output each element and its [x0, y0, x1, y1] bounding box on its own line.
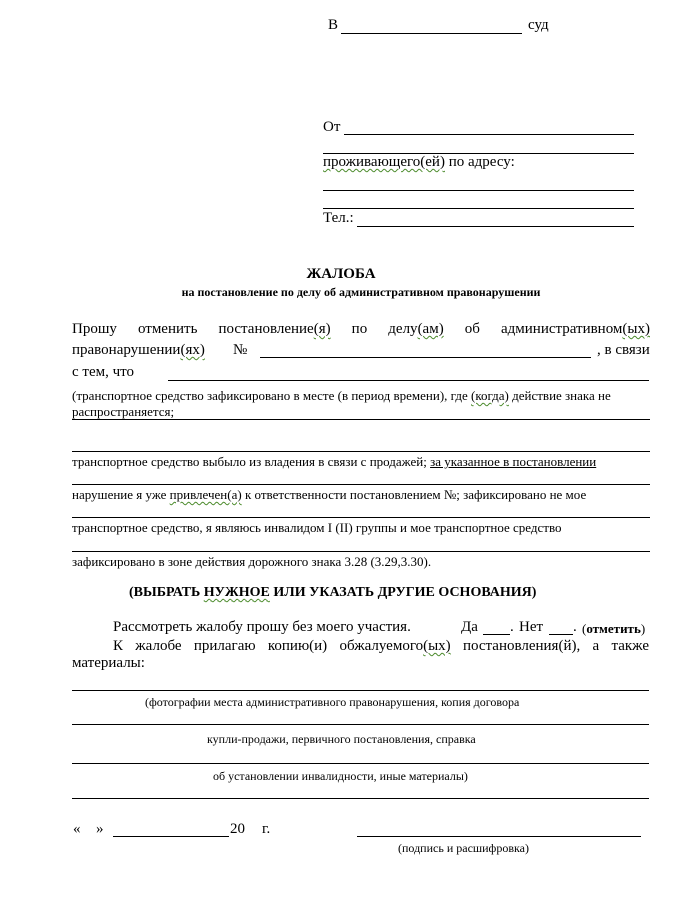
- reason-option-5: зафиксировано в зоне действия дорожного знака 3.28 (3.29,3.30).: [72, 554, 432, 569]
- document-subtitle: на постановление по делу об административном правонарушении: [181, 285, 541, 299]
- year-suffix: г.: [262, 821, 271, 837]
- mark-hint-open: (: [582, 621, 587, 636]
- case-number-sign: №: [233, 342, 248, 358]
- attachments-line-b[interactable]: [72, 724, 649, 725]
- in-connection-label: , в связи: [597, 342, 650, 358]
- mark-hint-close: ): [640, 621, 646, 636]
- yes-label: Да: [461, 619, 478, 635]
- participation-text: Рассмотреть жалобу прошу без моего участия.: [113, 619, 411, 635]
- address-blank-2[interactable]: [323, 208, 634, 209]
- reason-line-3[interactable]: [72, 484, 650, 485]
- reason-option-3: [72, 488, 586, 501]
- attachments-hint-3: об установлении инвалидности, иные материалы): [213, 769, 468, 783]
- reason-option-4: транспортное средство, я являюсь инвалидом I (II) группы и мое транспортное средство: [72, 520, 562, 535]
- mark-hint: [582, 622, 645, 635]
- request-text-1b: (я): [313, 321, 331, 337]
- date-quote-open: «: [73, 821, 81, 837]
- no-label: Нет: [519, 619, 544, 635]
- court-name-blank[interactable]: [341, 33, 522, 34]
- yes-blank[interactable]: [483, 634, 510, 635]
- reason-option-1-cont: распространяется;: [72, 404, 175, 419]
- reason-line-1[interactable]: [72, 419, 650, 420]
- mark-hint-word: отметить: [586, 621, 641, 636]
- request-text-1a: Прошу отменить постановление: [72, 321, 314, 337]
- reason-3a: нарушение я уже: [72, 487, 170, 502]
- given-that-label: с тем, что: [72, 364, 135, 380]
- attachments-line-d[interactable]: [72, 798, 649, 799]
- reason-2b: за указанное в постановлении: [430, 454, 597, 469]
- signature-hint: (подпись и расшифровка): [398, 841, 529, 855]
- attachments-line-2: материалы:: [72, 655, 145, 671]
- from-blank[interactable]: [344, 134, 634, 135]
- reason-line-4[interactable]: [72, 517, 650, 518]
- address-label-part2: по адресу:: [444, 154, 515, 170]
- address-label: [323, 155, 515, 170]
- case-number-blank[interactable]: [260, 357, 591, 358]
- reason-1c: действие знака не: [508, 388, 611, 403]
- reason-2a: транспортное средство выбыло из владения в связи с продажей;: [72, 454, 431, 469]
- court-prefix: В: [328, 17, 339, 33]
- request-text-1f: (ых): [622, 321, 650, 337]
- document-title: ЖАЛОБА: [306, 266, 376, 282]
- no-blank[interactable]: [549, 634, 573, 635]
- attachments-line-a[interactable]: [72, 690, 649, 691]
- address-blank[interactable]: [323, 190, 634, 191]
- attachments-line-c[interactable]: [72, 763, 649, 764]
- attachments-1c: постановления(й), а также: [450, 638, 649, 654]
- reason-3c: к ответственности постановлением №; зафиксировано не мое: [241, 487, 587, 502]
- reason-option-1: [72, 389, 611, 402]
- attachments-hint-1: (фотографии места административного правонарушения, копия договора: [145, 695, 520, 709]
- reason-blank[interactable]: [168, 380, 649, 381]
- request-text-1e: об административном: [443, 321, 623, 337]
- instruction-part1: (ВЫБРАТЬ: [129, 585, 204, 600]
- reason-line-5[interactable]: [72, 551, 650, 552]
- reason-1a: (транспортное средство зафиксировано в месте (в период времени), где: [72, 388, 471, 403]
- phone-blank[interactable]: [357, 226, 634, 227]
- court-suffix: суд: [528, 17, 549, 33]
- attachments-line-1: [113, 639, 649, 654]
- year-prefix: 20: [230, 821, 245, 837]
- reason-line-2[interactable]: [72, 451, 650, 452]
- request-text-2b: (ях): [180, 342, 205, 358]
- reason-option-2: [72, 455, 596, 468]
- request-text-1c: по делу: [330, 321, 418, 337]
- from-label: От: [323, 119, 341, 135]
- request-text-1d: (ам): [417, 321, 444, 337]
- attachments-1a: К жалобе прилагаю копию(и) обжалуемого: [113, 638, 424, 654]
- choose-instruction: [129, 586, 536, 600]
- address-label-part1: проживающего(ей): [323, 154, 445, 170]
- request-line-2: [72, 343, 205, 358]
- request-text-2a: правонарушении: [72, 342, 181, 358]
- date-month-blank[interactable]: [113, 836, 229, 837]
- no-dot: .: [573, 619, 577, 635]
- reason-1b: (когда): [471, 388, 509, 403]
- attachments-1b: (ых): [423, 638, 451, 654]
- phone-label: Тел.:: [323, 210, 354, 226]
- attachments-hint-2: купли-продажи, первичного постановления, справка: [207, 732, 476, 746]
- yes-dot: .: [510, 619, 514, 635]
- date-quote-close: »: [96, 821, 104, 837]
- instruction-part2: НУЖНОЕ: [203, 585, 270, 600]
- instruction-part3: ИЛИ УКАЗАТЬ ДРУГИЕ ОСНОВАНИЯ): [269, 585, 537, 600]
- signature-blank[interactable]: [357, 836, 641, 837]
- request-line-1: [72, 322, 650, 337]
- reason-3b: привлечен(а): [169, 487, 242, 502]
